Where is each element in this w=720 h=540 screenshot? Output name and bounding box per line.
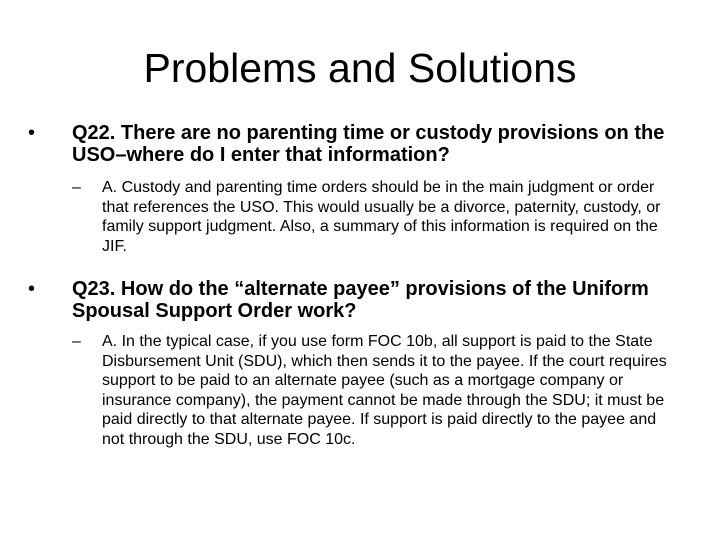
slide-content (28, 122, 678, 449)
question-item (28, 278, 678, 322)
dash-icon: – (72, 333, 81, 350)
answer-item (72, 178, 678, 256)
question-text: Q23. How do the “alternate payee” provisions of the Uniform Spousal Support Order work? (72, 278, 649, 322)
bullet-icon: • (28, 122, 36, 144)
question-text: Q22. There are no parenting time or custody provisions on the USO–where do I enter that information? (72, 122, 665, 166)
slide-title: Problems and Solutions (143, 45, 577, 91)
bullet-icon: • (28, 278, 36, 300)
answer-text: A. Custody and parenting time orders should be in the main judgment or order that references the USO. This would usually be a divorce, paternity, custody, or family support judgment. Also, a summary of this information is required on the JIF. (102, 179, 661, 255)
dash-icon: – (72, 179, 81, 196)
answer-item (72, 332, 678, 449)
question-item (28, 122, 678, 166)
answer-text: A. In the typical case, if you use form FOC 10b, all support is paid to the State Disbursement Unit (SDU), which then sends it to the payee. If the court requires support to be paid to an alternate payee (such as a mortgage company or insurance company), the payment cannot be made through the SDU; it must be paid directly to that alternate payee. If support is paid directly to the payee and not through the SDU, use FOC 10c. (102, 333, 667, 448)
